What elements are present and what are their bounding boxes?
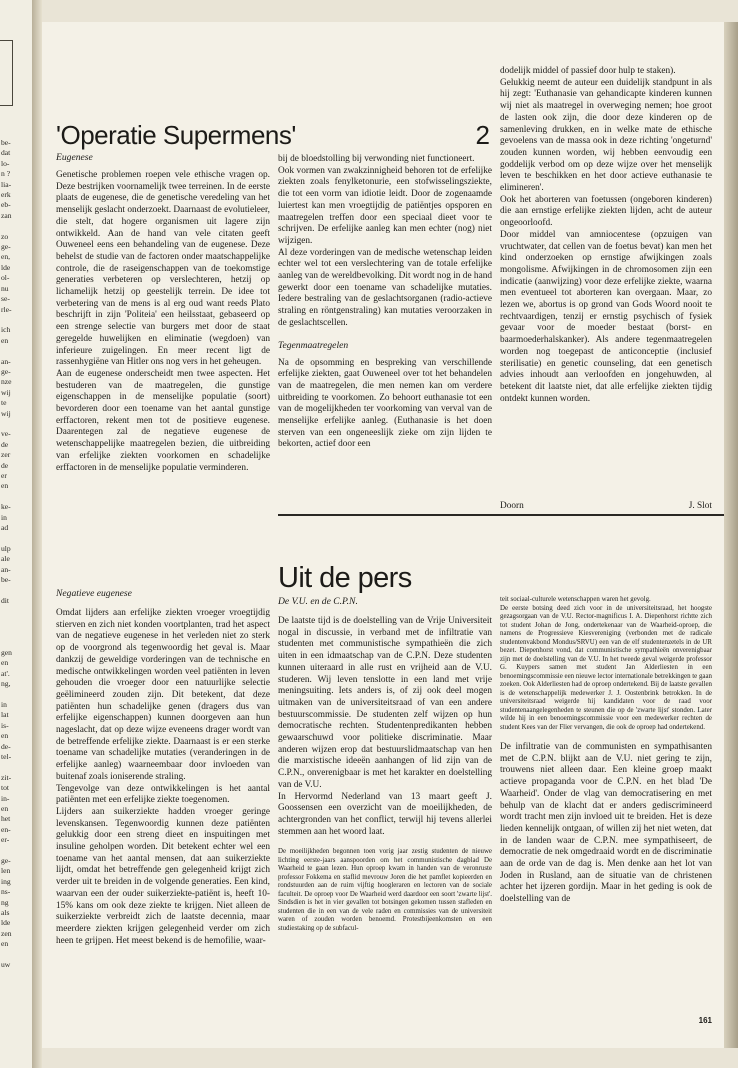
adjacent-page-box (0, 40, 13, 106)
body-text: De laatste tijd is de doelstelling van de Vrije Universiteit nogal in discussie, in verband met de infiltratie van studenten met communistische sympathieën die zich uiten in een idmaatschap van de C.P.N. Deze studenten kunnen uiteraard in alle rust en vrijheid aan de V.U. studeren. Wij leven tenslotte in een land met vrije meningsuiting. Iets anders is, of zij ook deel mogen uitmaken van de universiteitsraad of van een andere bestuurscommissie. De studenten zelf wijzen op hun democratische rechten. Studentenpredikanten hebben gewaarschuwd voor politieke discriminatie. Maar anderen wijzen erop dat bestuurslidmaatschap van hen die marxistische ideeën aanhangen of lid zijn van de C.P.N., onverenigbaar is met het karakter en doelstelling van de V.U. In Hervormd Nederland van 13 maart geeft J. Goossensen een overzicht van de moeilijkheden, de achtergronden van het conflict, terwijl hij tevens allerlei stemmen aan het woord laat. (278, 616, 492, 837)
body-text: Genetische problemen roepen vele ethische vragen op. Deze bestrijken voornamelijk twee terreinen. In de eerste plaats de eugenese, die de genetische veredeling van het menselijk geslacht onderzoekt. Daarnaast de evolutieleer, die stelt, dat hogere organismen uit lagere zijn ontwikkeld. Aan de hand van vele citaten geeft Ouweneel eens een behandeling van de eugenese. Deze behelst de studie van de factoren onder maatschappelijke controle, die de raseigenschappen van de toekomstige generaties verbeteren op verslechteren, hetzij op lichamelijk hetzij op geestelijk terrein. De idee tot verbetering van de mens is al erg oud want reeds Plato beschrijft in zijn 'Politeia' een heilsstaat, gebaseerd op een strenge selectie van burgers met door de staat geregelde huwelijken en eliminatie (wegdoen) van inferieure zuigelingen. En meer recent ligt de rassenhygiëne van Hitler ons nog vers in het geheugen. Aan de eugenese onderscheidt men twee aspecten. Het bestuderen van de maatregelen, die gunstige eigenschappen in de menselijke populatie (soort) bevorderen door een toename van het aantal gunstige erffactoren, rekent men tot de positieve eugenese. Daarentegen zal de negatieve eugenese de wetenschappelijke maatregelen bezien, die uitbreiding van erfelijke ziekten voorkomen en schadelijke erffactoren in de menselijke populatie verminderen. (56, 170, 270, 473)
page-edge-shadow (724, 22, 738, 1048)
adjacent-page-text: be- dat lo- n ? lia- erk eb- zan zo ge- en, lde ol- nu se- rle- ich en an- ge- nze wij te wij ve- de zer de er en ke- in ad ulp ale an- be- dit gen en at'. ng, in lat is- en de- tel- zit- tot in- en het en- er- ge- len ing ns- ng als lde zen en uw (1, 138, 12, 970)
article2-column-1 (278, 616, 492, 1030)
signature-place: Doorn (500, 501, 524, 511)
section-heading-eugenese: Eugenese (56, 152, 93, 163)
article2-subtitle: De V.U. en de C.P.N. (278, 596, 358, 607)
book-gutter (32, 0, 42, 1068)
article1-column-1 (56, 152, 270, 560)
article1-column-1-continued (56, 588, 270, 1028)
article1-column-3 (500, 66, 712, 496)
page-number: 161 (698, 1016, 712, 1025)
body-text: dodelijk middel of passief door hulp te staken). Gelukkig neemt de auteur een duidelijk standpunt in als hij zegt: 'Euthanasie van gehandicapte kinderen kunnen wij niet als maatregel in overweging nemen; hoe groot de lasten ook zijn, die door deze kinderen op de samenleving drukken, en in welke mate de ethische gevoelens van de massa ook in deze richting 'ongeturnd' zouden kunnen worden, wij hebben eenvoudig een goddelijk verbod om op deze wijze over het menselijk leven te beschikken en het door actieve euthanasie te elimineren'. Ook het aborteren van foetussen (ongeboren kinderen) die aan ernstige erfelijke ziekten lijden, acht de auteur ongeoorloofd. Door middel van amniocentese (opzuigen van vruchtwater, dat cellen van de foetus bevat) kan men het kind onderzoeken op ernstige afwijkingen zoals mongolisme. Afwijkingen in de chromosomen zijn een indicatie (aanwijzing) voor deze erfelijke ziekte, waarna men eventueel tot aborteren kan overgaan. Maar, zo lezen we, abortus is op grond van Gods Woord nooit te rechtvaardigen, tenzij er ernstig psychisch of fysiek gevaar voor de moeder bestaat (borst- en baarmoederhalskanker). Als andere tegenmaatregelen worden nog toegepast de anticonceptie (inclusief sterilisatie) en genetic counseling, dat een genetisch advies inhoudt aan verloofden en jongehuwden, al betekent dit laatste niet, dat alle erfelijke ziekten tijdig ontdekt kunnen worden. (500, 66, 712, 404)
section-title: Uit de pers (278, 562, 412, 594)
body-text: Na de opsomming en bespreking van verschillende erfelijke ziekten, gaat Ouweneel over tot het behandelen van de maatregelen, die men nemen kan om verdere uitbreiding te voorkomen. Zo behoort euthanasie tot een van de mogelijkheden ter voorkoming van verval van de menselijke erfelijke aanleg. (Euthanasie is het doen sterven van een ongeneeslijk zieke om zijn lijden te bekorten, actief door een (278, 357, 492, 450)
article-divider (278, 514, 724, 516)
body-text: Omdat lijders aan erfelijke ziekten vroeger vroegtijdig stierven en zich niet konden voortplanten, trad het aspect van de negatieve eugenese in het verleden niet zo sterk op de voorgrond als tegenwoordig het geval is. Maar dankzij de geweldige vorderingen van de technische en medische ontwikkelingen worden veel patiënten in leven gehouden die vroeger door een natuurlijke selectie geëlimineerd zouden zijn. Dit betekent, dat deze patiënten hun schadelijke genen (dragers dus van erfelijke eigenschappen) kunnen doorgeven aan hun nageslacht, dat op deze wijze eveneens drager wordt van de betreffende erfelijke ziekte. Daarnaast is er een sterke toename van schadelijke mutaties (veranderingen in de erfelijke aanleg) waarneembaar door invloeden van buitenaf zoals ioniserende straling. Tengevolge van deze ontwikkelingen is het aantal patiënten met een erfelijke ziekte toegenomen. Lijders aan suikerziekte hadden vroeger geringe levenskansen. Tegenwoordig kunnen deze patiënten gelukkig door een streng dieet en inspuitingen met insuline geholpen worden. Dit betekent echter wel een toename van het aantal mensen, dat aan suikerziekte lijdt, omdat het betreffende gen gelegenheid krijgt zich verder uit te breiden in de volgende generaties. Een kind, waarvan een der ouder suikerziekte-patiënt is, heeft 10-15% kans om ook deze ziekte te krijgen. Niet alleen de suikerziekte verbreidt zich de laatste decennia, maar meerdere ziekten krijgen gelegenheid verder om zich heen te grijpen. Het meest bekend is de hemofilie, waar- (56, 608, 270, 946)
quoted-text: De moeilijkheden begonnen toen vorig jaar zestig studenten de nieuwe lichting eerste-jaars aanspoorden om het communistische dagblad De Waarheid te gaan lezen. Hun oproep kwam in handen van de veronruste professor Fokkema en staflid mevrouw Joren die het pamflet kopieerden en rondstuurden aan de ruim vijftig hoogleraren en lectoren van de sociale faculteit. De oproep voor De Waarheid werd daardoor een soort 'zwarte lijst'. Sindsdien is het in vier gevallen tot botsingen gekomen tussen stafleden en studenten die in een van de vele raden en commissies van de universiteit waren of zouden worden benoemd. Protestbijeenkomsten en een studiestaking op de subfacul- (278, 848, 492, 932)
part-number: 2 (475, 120, 490, 150)
magazine-page (42, 22, 724, 1048)
adjacent-page-edge (0, 0, 33, 1068)
section-heading-tegenmaatregelen: Tegenmaatregelen (278, 339, 349, 351)
article1-column-2 (278, 154, 492, 512)
body-text: De infiltratie van de communisten en sympathisanten met de C.P.N. blijkt aan de V.U. niet gering te zijn, trouwens niet alleen daar. Een kleine groep maakt actieve propaganda voor de C.P.N. en het blad 'De Waarheid'. Onder de vlag van democratisering en met behulp van de klacht dat er anders gediscrimineerd wordt tracht men zijn invloed uit te breiden. Het is deze lieden kennelijk ontgaan, of willen zij het niet weten, dat in de landen waar de C.P.N. mee sympathiseert, de democratie de nek omgedraaid wordt en de discriminatie aan de orde van de dag is. Men denke aan het lot van Joden in Rusland, aan de situatie van de christenen achter het ijzeren gordijn. Maar in het geding is ook de doelstelling van de (500, 742, 712, 905)
section-heading-negatieve-eugenese: Negatieve eugenese (56, 588, 132, 599)
quoted-text: teit sociaal-culturele wetenschappen waren het gevolg. De eerste botsing deed zich voor in de universiteitsraad, het hoogste gezagsorgaan van de V.U. Rector-magnificus I. A. Diepenhorst richtte zich tot student Johan de Jong, ondertekenaar van de Waarheid-oproep, die namens de Progressieve Kiesvereniging (verbonden met de radicale studentenvakbond Mondus/SRVU) een van de elf studentenzetels in de UR bezet. Diepenhorst vond, dat communistische sympathieën onverenigbaar zijn met de doelstelling van de V.U. In het tweede geval weigerde professor G. Kuypers samen met student Jan Alderliesten in een benoemingscommissie een nieuwe lector internationale betrekkingen te gaan zoeken. Ook Alderliesten had de oproep ondertekend. Bij de laatste gevallen is de wetenschappelijk medewerker J. J. Oostenbrink betrokken. In de universiteitsraad weigerde hij kandidaten voor de raad voor studentenaangelegenheden te steunen die op de 'zwarte lijst' stonden. Later wilde hij in een benoemingscommissie voor een medewerker rechten de student Kees van der Flier vervangen, die ook de oproep had ondertekend. (500, 596, 712, 731)
body-text: bij de bloedstolling bij verwonding niet functioneert. Ook vormen van zwakzinnigheid behoren tot de erfelijke ziekten zoals fenylketonurie, een stofwisselingsziekte, die tot een vorm van idiotie leidt. Door de zogenaamde luiertest kan men vroegtijdig de patiëntjes opsporen en maatregelen treffen door een speciaal dieet voor te schrijven. De erfelijke aanleg kan men echter (nog) niet wijzigen. Al deze vorderingen van de medische wetenschap leiden echter wel tot een verslechtering van de totale erfelijke aanleg van de wereldbevolking. Dit wordt nog in de hand gewerkt door een toename van schadelijke mutaties. Iedere bestraling van de geslachtsorganen (radio-actieve straling en röntgenstraling) kan mutaties veroorzaken in de geslachtscellen. (278, 154, 492, 328)
article-title: 'Operatie Supermens' (56, 120, 296, 150)
signature-name: J. Slot (688, 501, 712, 511)
article2-column-2 (500, 596, 712, 1020)
